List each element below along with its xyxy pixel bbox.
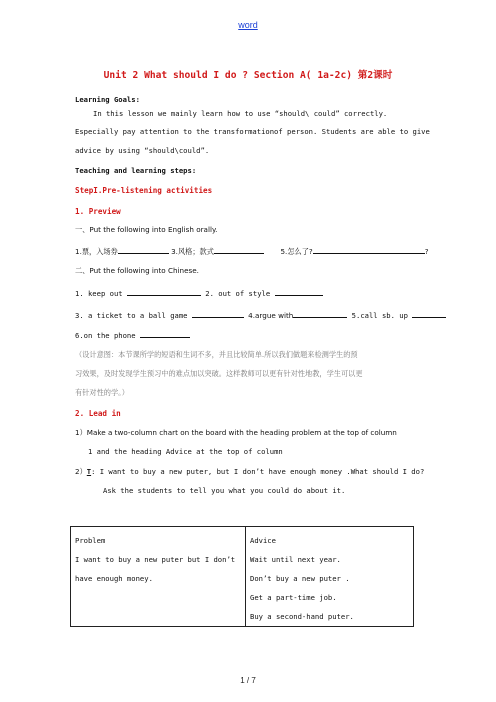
part1-instruction: 一、Put the following into English orally. bbox=[75, 225, 218, 234]
lead-in-item-1a: 1）Make a two-column chart on the board with the heading problem at the top of column bbox=[75, 428, 397, 437]
problem-cell bbox=[71, 527, 246, 627]
advice-item: Get a part-time job. bbox=[250, 593, 337, 602]
item-ticket: 1.票，入场券 bbox=[75, 247, 118, 256]
part2-instruction: 二、Put the following into Chinese. bbox=[75, 266, 199, 275]
phrase-on-the-phone: 6.on the phone bbox=[75, 331, 136, 340]
preview-heading: 1. Preview bbox=[75, 207, 121, 216]
problem-heading: Problem bbox=[75, 536, 106, 545]
steps-heading: Teaching and learning steps: bbox=[75, 166, 197, 175]
blank-1[interactable] bbox=[118, 246, 169, 254]
phrase-call-up: 5.call sb. up bbox=[351, 311, 408, 320]
advice-cell bbox=[246, 527, 414, 627]
blank-out-of-style[interactable] bbox=[275, 288, 323, 296]
item2-prefix: 2） bbox=[75, 467, 87, 476]
advice-heading: Advice bbox=[250, 536, 276, 545]
part2-row-2 bbox=[75, 310, 446, 321]
design-note-line-3: 有针对性的学。） bbox=[75, 388, 129, 397]
phrase-argue-with: 4.argue with bbox=[248, 311, 294, 320]
lead-in-heading: 2. Lead in bbox=[75, 409, 121, 418]
question-mark: ? bbox=[424, 247, 429, 256]
problem-line-1: I want to buy a new puter but I don’t bbox=[75, 555, 236, 564]
phrase-out-of-style: 2. out of style bbox=[205, 289, 271, 298]
item2-text: : I want to buy a new puter, but I don’t have enough money .What should I do? bbox=[91, 467, 425, 476]
blank-on-the-phone[interactable] bbox=[140, 330, 190, 338]
blank-keep-out[interactable] bbox=[127, 288, 201, 296]
part1-items bbox=[75, 246, 429, 257]
blank-3[interactable] bbox=[214, 246, 264, 254]
blank-call-up[interactable] bbox=[412, 310, 446, 318]
blank-ticket[interactable] bbox=[192, 310, 244, 318]
design-note-line-2: 习效果，及时发现学生预习中的难点加以突破。这样教师可以更有针对性地教，学生可以更 bbox=[75, 369, 363, 378]
blank-5[interactable] bbox=[313, 246, 425, 254]
design-note-line-1: （设计意图：本节课所学的短语和生词不多，并且比较简单.所以我们做题来检测学生的预 bbox=[75, 350, 358, 359]
advice-item: Don’t buy a new puter . bbox=[250, 574, 350, 583]
blank-argue-with[interactable] bbox=[293, 310, 347, 318]
goals-line-2: Especially pay attention to the transformationof person. Students are able to give bbox=[75, 127, 430, 136]
part2-row-1 bbox=[75, 288, 323, 299]
advice-item: Wait until next year. bbox=[250, 555, 341, 564]
lead-in-item-2b: Ask the students to tell you what you could do about it. bbox=[103, 486, 346, 495]
item-whats-wrong: 5.怎么了? bbox=[280, 247, 313, 256]
item-style: 3.风格；款式 bbox=[171, 247, 214, 256]
lead-in-item-1b: 1 and the heading Advice at the top of column bbox=[88, 447, 283, 456]
header-word-link[interactable]: word bbox=[238, 20, 258, 30]
page-title: Unit 2 What should I do ? Section A( 1a-2c) 第2课时 bbox=[103, 70, 393, 81]
teacher-label: T bbox=[86, 467, 92, 476]
phrase-keep-out: 1. keep out bbox=[75, 289, 123, 298]
goals-line-3: advice by using “should\could”. bbox=[75, 146, 210, 155]
page-number: 1 / 7 bbox=[240, 676, 256, 685]
learning-goals-heading: Learning Goals: bbox=[75, 95, 140, 104]
advice-item: Buy a second-hand puter. bbox=[250, 612, 354, 621]
goals-line-1: In this lesson we mainly learn how to use “should\ could” correctly. bbox=[93, 109, 388, 118]
part2-row-3 bbox=[75, 330, 190, 341]
phrase-ticket: 3. a ticket to a ball game bbox=[75, 311, 188, 320]
lead-in-item-2 bbox=[75, 467, 424, 477]
problem-line-2: have enough money. bbox=[75, 574, 153, 583]
problem-advice-chart bbox=[70, 526, 414, 627]
step1-heading: StepI.Pre-listening activities bbox=[75, 186, 213, 195]
